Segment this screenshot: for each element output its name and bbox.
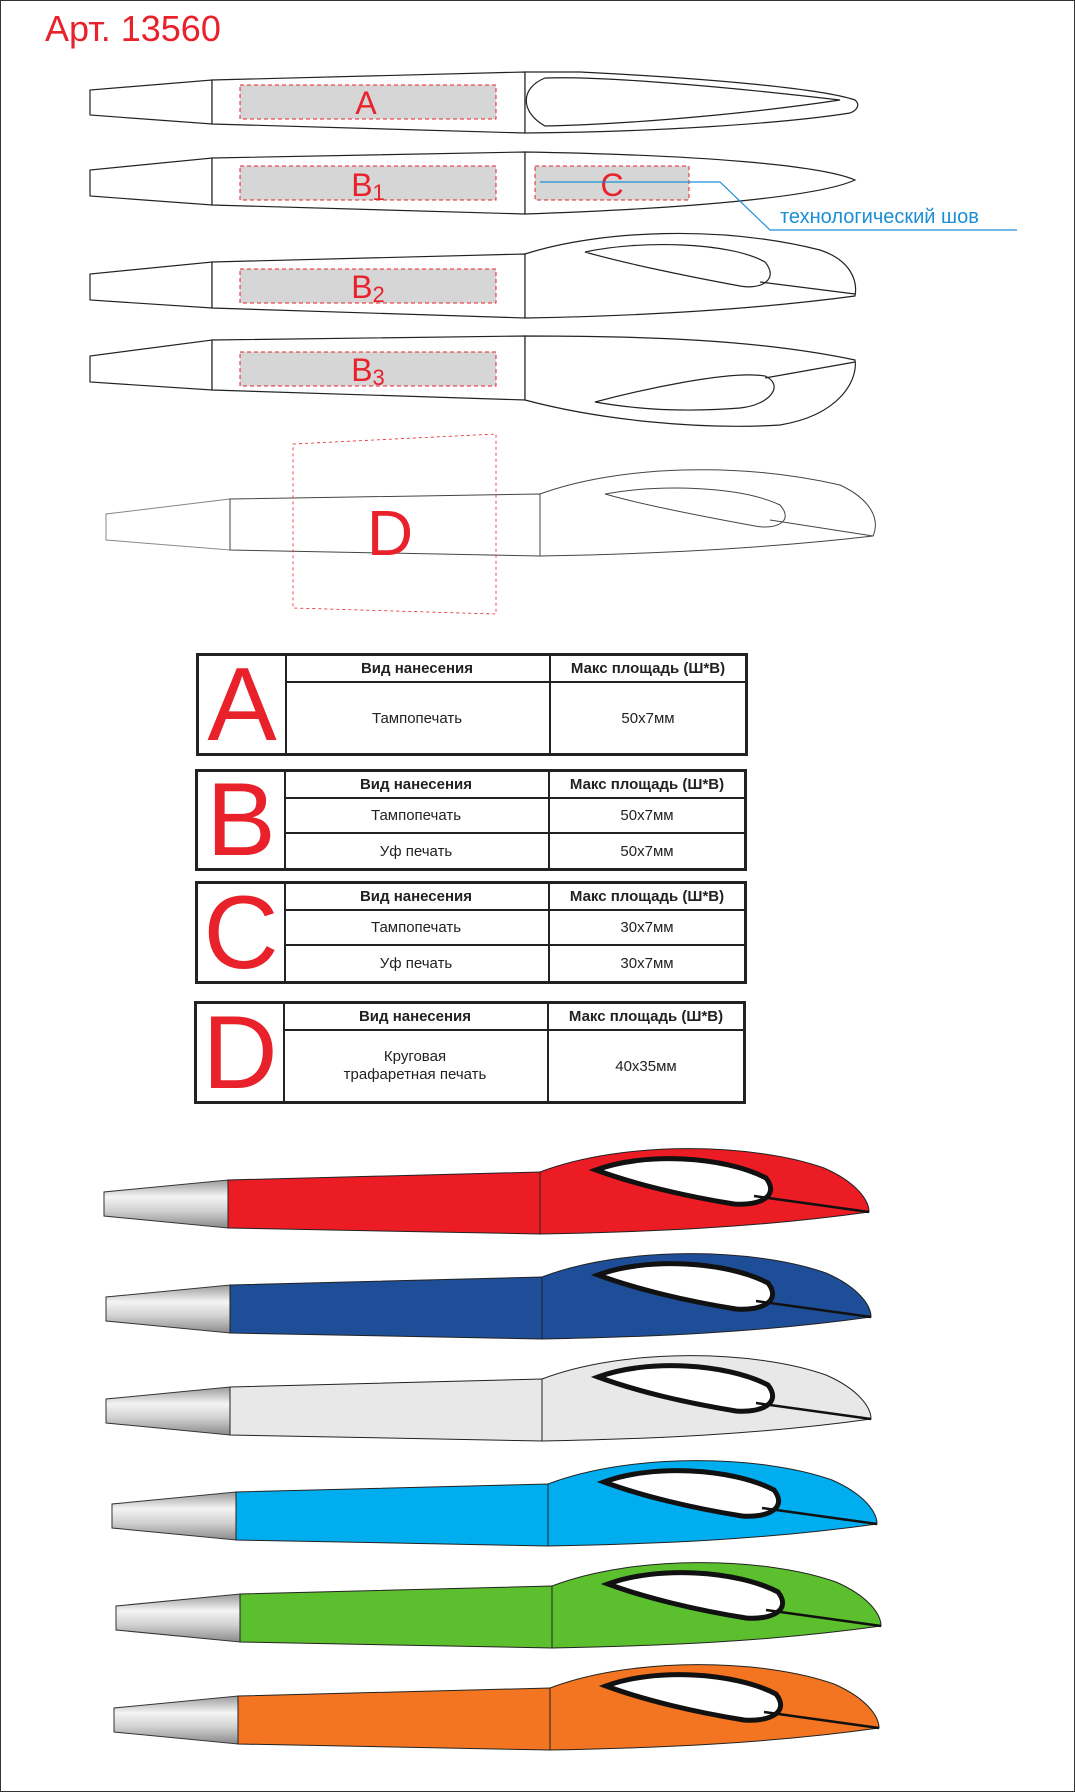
- seam-label: технологический шов: [780, 206, 979, 228]
- table-letter: A: [199, 656, 287, 753]
- table-cell: 40x35мм: [615, 1057, 677, 1075]
- zone-label-a: A: [355, 85, 377, 121]
- zone-label-d: D: [366, 497, 414, 569]
- table-cell: Круговая трафаретная печать: [283, 1031, 549, 1101]
- table-letter: D: [197, 1004, 285, 1101]
- table-cell: Тампопечать: [284, 911, 550, 944]
- header-print-type: Вид нанесения: [284, 884, 550, 909]
- zone-label-b1: B1: [351, 167, 385, 205]
- header-max-area: Макс площадь (Ш*В): [568, 1008, 724, 1025]
- article-title: Арт. 13560: [45, 8, 221, 49]
- pen-white: [106, 1356, 871, 1441]
- header-print-type: Вид нанесения: [284, 772, 550, 797]
- table-zone-b: [195, 762, 747, 878]
- header-print-type: Вид нанесения: [283, 1004, 549, 1029]
- zone-label-b3: B3: [351, 352, 385, 390]
- header-max-area: Макс площадь (Ш*В): [569, 888, 725, 905]
- table-zone-d: [194, 994, 746, 1111]
- table-cell: Тампопечать: [285, 683, 551, 753]
- header-print-type: Вид нанесения: [285, 656, 551, 681]
- table-cell: 50x7мм: [620, 807, 674, 824]
- header-max-area: Макс площадь (Ш*В): [569, 776, 725, 793]
- table-cell: Уф печать: [284, 834, 550, 868]
- table-zone-c: [195, 874, 747, 991]
- pen-orange: [114, 1665, 879, 1750]
- table-cell: 30x7мм: [620, 955, 674, 972]
- table-cell: 30x7мм: [620, 919, 674, 936]
- pen-green: [116, 1563, 881, 1648]
- table-cell: 50x7мм: [620, 842, 674, 860]
- table-letter: C: [198, 884, 286, 981]
- zone-label-b2: B2: [351, 269, 385, 307]
- table-cell: Уф печать: [284, 946, 550, 981]
- table-cell: Тампопечать: [284, 799, 550, 832]
- pen-outline-d: [106, 470, 875, 556]
- table-zone-a: [196, 646, 748, 763]
- table-letter: B: [198, 772, 286, 868]
- pen-blue: [106, 1254, 871, 1339]
- pen-red: [104, 1149, 869, 1234]
- header-max-area: Макс площадь (Ш*В): [570, 660, 726, 677]
- table-cell: 50x7мм: [621, 709, 675, 727]
- pen-cyan: [112, 1461, 877, 1546]
- zone-label-c: C: [600, 167, 624, 203]
